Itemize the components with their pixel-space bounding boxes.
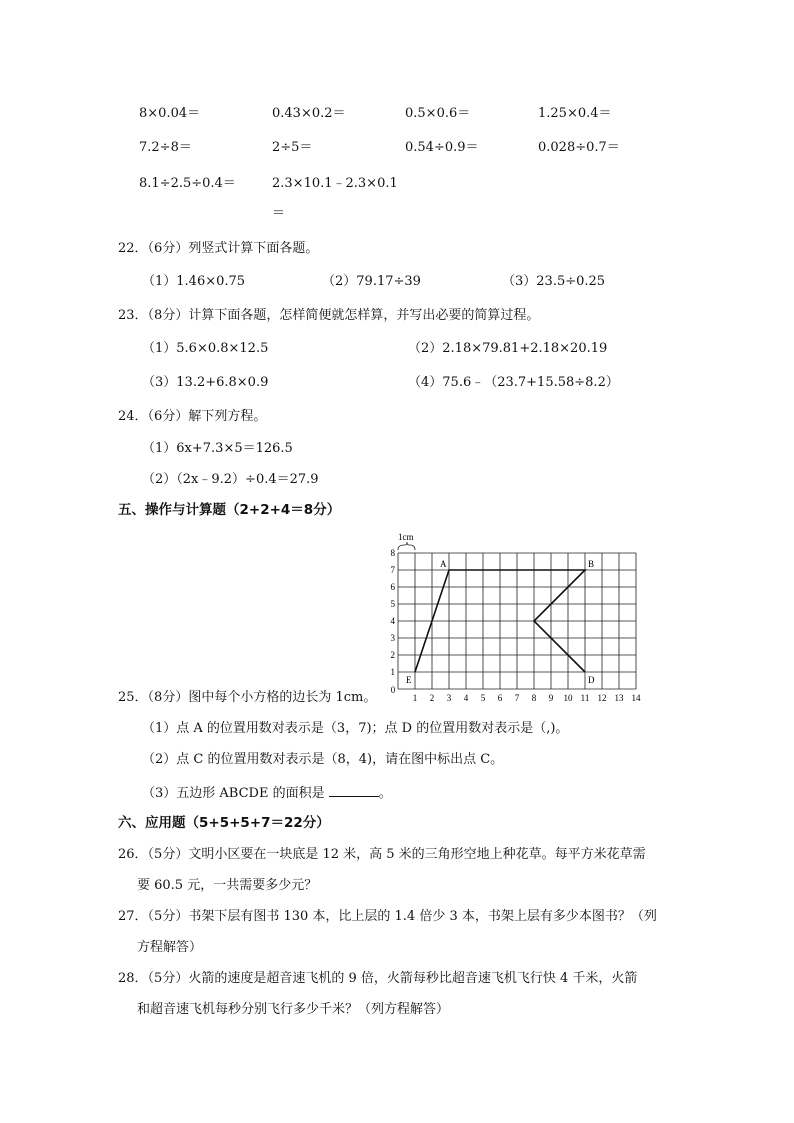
y-tick: 1 — [390, 667, 395, 677]
q25-title: 25．（8分）图中每个小方格的边长为 1cm。 — [118, 690, 377, 705]
q25-sub-3-line — [142, 782, 392, 804]
x-axis-ticks — [391, 685, 641, 703]
y-tick: 5 — [390, 599, 395, 609]
calc-item: 8.1÷2.5÷0.4＝ — [139, 176, 236, 191]
q24-item-2: （2）（2x﹣9.2）÷0.4＝27.9 — [142, 472, 319, 487]
x-tick: 8 — [531, 693, 537, 703]
calc-continuation: ＝ — [272, 206, 286, 221]
q23-item-3: （3）13.2+6.8×0.9 — [142, 375, 269, 390]
calc-item: 2÷5＝ — [272, 140, 313, 155]
q25-sub-1: （1）点 A 的位置用数对表示是（3，7)；点 D 的位置用数对表示是（,)。 — [142, 721, 569, 736]
q23-title: 23．（8分）计算下面各题，怎样简便就怎样算，并写出必要的简算过程。 — [118, 308, 540, 323]
q26-line-1: 26．（5分）文明小区要在一块底是 12 米，高 5 米的三角形空地上种花草。每平方米花草需 — [118, 847, 646, 862]
q22-title: 22．（6分）列竖式计算下面各题。 — [118, 241, 319, 256]
q27-line-1: 27．（5分）书架下层有图书 130 本，比上层的 1.4 倍少 3 本，书架上层有多少本图书？（列 — [118, 909, 657, 924]
coordinate-grid — [360, 530, 660, 710]
q25-sub-3-end: 。 — [378, 786, 392, 801]
q23-item-4: （4）75.6﹣（23.7+15.58÷8.2） — [408, 375, 619, 390]
x-tick: 4 — [463, 693, 469, 703]
unit-label: 1cm — [398, 532, 414, 542]
q25-sub-3: （3）五边形 ABCDE 的面积是 — [142, 786, 325, 801]
unit-brace — [398, 542, 415, 550]
y-tick: 2 — [390, 650, 395, 660]
y-tick: 4 — [390, 616, 395, 626]
grid-lines — [398, 553, 636, 689]
q24-item-1: （1）6x+7.3×5＝126.5 — [142, 441, 293, 456]
calc-row-3 — [0, 174, 794, 194]
answer-blank[interactable] — [329, 782, 379, 797]
x-tick: 6 — [497, 693, 503, 703]
calc-item: 0.5×0.6＝ — [405, 106, 471, 121]
y-tick: 3 — [390, 633, 395, 643]
calc-item: 0.43×0.2＝ — [272, 106, 346, 121]
q24-title: 24．（6分）解下列方程。 — [118, 409, 267, 424]
point-label-e: E — [406, 675, 412, 685]
q26-line-2: 要 60.5 元，一共需要多少元？ — [137, 878, 318, 893]
x-tick: 10 — [563, 693, 573, 703]
q23-item-1: （1）5.6×0.8×12.5 — [142, 341, 269, 356]
q22-item-2: （2）79.17÷39 — [322, 274, 421, 289]
x-tick: 7 — [514, 693, 520, 703]
y-tick: 6 — [390, 582, 395, 592]
point-label-d: D — [588, 675, 595, 685]
x-tick: 9 — [548, 693, 554, 703]
calc-item: 0.028÷0.7＝ — [538, 140, 620, 155]
x-tick: 12 — [597, 693, 607, 703]
x-tick: 13 — [614, 693, 624, 703]
calc-item: 7.2÷8＝ — [139, 140, 192, 155]
y-axis-ticks — [391, 548, 396, 677]
q27-line-2: 方程解答） — [137, 940, 203, 955]
calc-item: 8×0.04＝ — [139, 106, 201, 121]
section-6-heading: 六、应用题（5+5+5+7＝22分） — [118, 815, 330, 831]
y-tick: 8 — [390, 548, 395, 558]
calc-item: 1.25×0.4＝ — [538, 106, 612, 121]
x-tick: 1 — [412, 693, 418, 703]
q22-item-1: （1）1.46×0.75 — [142, 274, 246, 289]
q22-item-3: （3）23.5÷0.25 — [502, 274, 606, 289]
point-label-b: B — [588, 559, 595, 569]
x-tick: 3 — [446, 693, 452, 703]
q28-line-1: 28．（5分）火箭的速度是超音速飞机的 9 倍，火箭每秒比超音速飞机飞行快 4 千米，火箭 — [118, 971, 638, 986]
calc-row-1 — [0, 104, 794, 124]
q28-line-2: 和超音速飞机每秒分别飞行多少千米？（列方程解答） — [137, 1002, 450, 1017]
calc-row-2 — [0, 138, 794, 158]
x-tick: 2 — [429, 693, 435, 703]
x-tick: 11 — [580, 693, 590, 703]
x-tick: 5 — [480, 693, 486, 703]
y-tick: 7 — [390, 565, 395, 575]
section-5-heading: 五、操作与计算题（2+2+4＝8分） — [118, 502, 341, 518]
calc-item: 2.3×10.1﹣2.3×0.1 — [272, 176, 398, 191]
point-label-a: A — [440, 559, 447, 569]
q25-sub-2: （2）点 C 的位置用数对表示是（8，4)，请在图中标出点 C。 — [142, 752, 504, 767]
calc-item: 0.54÷0.9＝ — [405, 140, 479, 155]
x-tick: 14 — [631, 693, 641, 703]
q23-item-2: （2）2.18×79.81+2.18×20.19 — [408, 341, 608, 356]
x-tick: 0 — [390, 685, 396, 695]
